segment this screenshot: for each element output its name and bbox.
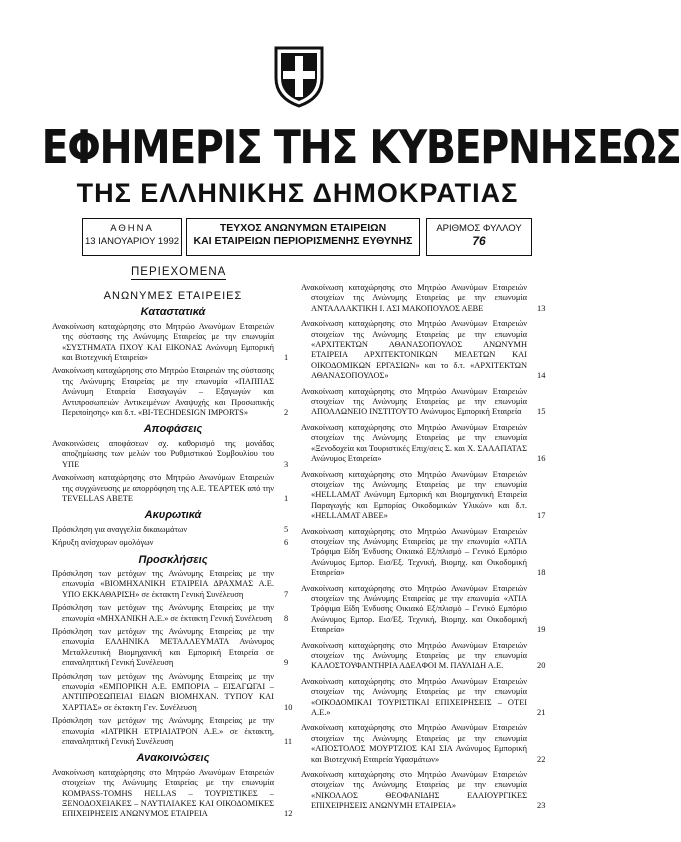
toc-entry[interactable]: Ανακοίνωση καταχώρησης στο Μητρώο Ανωνύμων Εταιρειών στοιχείων της Ανώνυμης Εταιρείας με την επωνυμία ΚΑΛΟΣΤΟΥΦΑΝΤΗΡΙΑ ΑΔΕΛΦΟΙ Μ. ΠΑΥΛΙΔΗ Α.Ε. 20 <box>301 640 546 671</box>
toc-entry[interactable]: Ανακοίνωση καταχώρησης στο Μητρώο Ανωνύμων Εταιρειών της συγχώνευσης με απορρόφηση της Α.Ε. TEAPTEK από την TEVELLAS ABETE 1 <box>52 473 289 503</box>
toc-entry[interactable]: Πρόσκληση των μετόχων της Ανώνυμης Εταιρείας με την επωνυμία ΕΛΛΗΝΙΚΑ ΜΕΤΑΛΛΕΥΜΑΤΑ Ανώνυμος Μεταλλευτική Βιομηχανική και Εμπορική Εταιρεία σε επαναληπτική Γενική Συνέλευση 9 <box>52 626 289 668</box>
toc-right-column <box>301 283 547 817</box>
toc-entry-text: Πρόσκληση των μετόχων της Ανώνυμης Εταιρείας με την επωνυμία ΕΛΛΗΝΙΚΑ ΜΕΤΑΛΛΕΥΜΑΤΑ Ανώνυμος Μεταλλευτική Βιομηχανική και Εμπορική Εταιρεία σε επαναληπτική Γενική Συνέλευση <box>52 626 274 668</box>
toc-entry[interactable]: Ανακοίνωση καταχώρησης στο Μητρώο Εταιρειών της σύστασης της Ανώνυμης Εταιρείας με την επωνυμία «ΠΑΠΠΑΣ Ανώνυμη Εταιρεία Εισαγωγών – Εξαγωγών και Αντιπροσωπειών Αντικειμένων Αναψυχής και Προσωπικής Περιποίησης» και δ.τ. «BI-TECHDESIGN IMPORTS» 2 <box>52 366 289 418</box>
toc-entry-text: Ανακοίνωση καταχώρησης στο Μητρώο Ανωνύμων Εταιρειών της σύστασης της Ανώνυμης Εταιρείας με την επωνυμία «ΣΥΣΤΗΜΑΤΑ ΠΧΟΥ ΚΑΙ ΕΙΚΟΝΑΣ Ανώνυμη Εμπορική και Βιοτεχνική Εταιρεία» <box>52 321 274 363</box>
toc-entry[interactable]: Ανακοίνωση καταχώρησης στο Μητρώο Ανωνύμων Εταιρειών στοιχείων της Ανώνυμης Εταιρείας με την επωνυμία «ΝΙΚΟΛΑΟΣ ΘΕΟΦΑΝΙΔΗΣ ΕΛΑΙΟΥΡΓΙΚΕΣ ΕΠΙΧΕΙΡΗΣΕΙΣ ΑΝΩΝΥΜΗ ΕΤΑΙΡΕΙΑ» 23 <box>301 770 546 811</box>
toc-entry[interactable]: Ανακοίνωση καταχώρησης στο Μητρώο Ανωνύμων Εταιρειών στοιχείων της Ανώνυμης Εταιρείας με την επωνυμία «ΑΤΙΑ Τρόφιμα Είδη Ένδυσης Οικιακό Εξ/πλισμό – Γενικό Εμπόριο Ανώνυμος Εμπορ. Εισ/Εξ. Τεχνική, Βιομηχ. και Οικοδομική Εταιρεία» 19 <box>301 583 546 635</box>
toc-entry[interactable]: Ανακοίνωση καταχώρησης στο Μητρώο Ανωνύμων Εταιρειών στοιχείων της Ανώνυμης Εταιρείας με την επωνυμία «ΑΠΟΣΤΟΛΟΣ ΜΟΥΡΤΖΙΟΣ ΚΑΙ ΣΙΑ Ανώνυμος Εμπορική και Βιοτεχνική Εταιρεία Υφασμάτων» 22 <box>301 723 546 764</box>
issue-type-line2: ΚΑΙ ΕΤΑΙΡΕΙΩΝ ΠΕΡΙΟΡΙΣΜΕΝΗΣ ΕΥΘΥΝΗΣ <box>193 235 413 247</box>
toc-entry-text: Ανακοίνωση καταχώρησης στο Μητρώο Ανωνύμων Εταιρειών στοιχείων της Ανώνυμης Εταιρείας με την επωνυμία «ΟΙΚΟΔΟΜΙΚΑΙ ΤΟΥΡΙΣΤΙΚΑΙ ΕΠΙΧΕΙΡΗΣΕΙΣ – ΟΤΕΙ Α.Ε.» <box>301 676 527 718</box>
toc-left-column <box>52 282 294 823</box>
toc-entry-text: Ανακοίνωση καταχώρησης στο Μητρώο Ανωνύμων Εταιρειών στοιχείων της Ανώνυμης Εταιρείας με την επωνυμία «ΝΙΚΟΛΑΟΣ ΘΕΟΦΑΝΙΔΗΣ ΕΛΑΙΟΥΡΓΙΚΕΣ ΕΠΙΧΕΙΡΗΣΕΙΣ ΑΝΩΝΥΜΗ ΕΤΑΙΡΕΙΑ» <box>301 770 527 811</box>
issue-date-box <box>82 218 182 256</box>
toc-entry-text: Ανακοίνωση καταχώρησης στο Μητρώο Ανωνύμων Εταιρειών στοιχείων της Ανώνυμης Εταιρείας με την επωνυμία ΚΑΛΟΣΤΟΥΦΑΝΤΗΡΙΑ ΑΔΕΛΦΟΙ Μ. ΠΑΥΛΙΔΗ Α.Ε. <box>301 640 527 671</box>
toc-group-heading: Καταστατικά <box>140 306 206 319</box>
toc-entry-text: Ανακοινώσεις αποφάσεων σχ. καθορισμό της μονάδας αποζημίωσης των μελών του Ρυθμιστικού Συμβουλίου του ΥΠΕ <box>52 438 274 469</box>
coat-of-arms-icon <box>270 44 328 108</box>
toc-entry[interactable]: Πρόσκληση για αναγγελία δικαιωμάτων 5 <box>52 524 289 534</box>
sheet-number-label: ΑΡΙΘΜΟΣ ΦΥΛΛΟΥ <box>436 223 522 234</box>
issue-city: ΑΘΗΝΑ <box>110 223 154 234</box>
toc-entry[interactable]: Ανακοίνωση καταχώρησης στο Μητρώο Ανωνύμων Εταιρειών στοιχείων της Ανώνυμης Εταιρείας με την επωνυμία ΑΝΤΑΛΛΑΚΤΙΚΗ Ι. ΑΣΙ ΜΑΚΟΠΟΥΛΟΣ ΑΕΒΕ 13 <box>301 283 546 313</box>
toc-entry[interactable]: Πρόσκληση των μετόχων της Ανώνυμης Εταιρείας με την επωνυμία «ΙΑΤΡΙΚΗ ΕΤΡΙΑΙΑΤΡΟΝ Α.Ε.» σε έκτακτη, επαναληπτική Γενική Συνέλευση 11 <box>52 716 293 747</box>
toc-entry[interactable]: Κήρυξη ανίσχυρων ομολόγων 6 <box>52 538 289 548</box>
masthead-title: ΕΦΗΜΕΡΙΣ ΤΗΣ ΚΥΒΕΡΝΗΣΕΩΣ <box>41 120 681 174</box>
toc-group-heading: Ανακοινώσεις <box>136 752 210 765</box>
toc-group-heading: Προσκλήσεις <box>138 553 208 566</box>
issue-type-line1: ΤΕΥΧΟΣ ΑΝΩΝΥΜΩΝ ΕΤΑΙΡΕΙΩΝ <box>219 222 387 234</box>
toc-entry-text: Πρόσκληση για αναγγελία δικαιωμάτων <box>52 524 188 534</box>
toc-entry[interactable]: Ανακοίνωση καταχώρησης στο Μητρώο Ανωνύμων Εταιρειών στοιχείων της Ανώνυμης Εταιρείας με την επωνυμία «ΑΡΧΙΤΕΚΤΩΝ ΑΘΑΝΑΣΟΠΟΥΛΟΣ ΑΝΩΝΥΜΗ ΕΤΑΙΡΕΙΑ ΑΡΧΙΤΕΚΤΟΝΙΚΩΝ ΜΕΛΕΤΩΝ ΚΑΙ ΟΙΚΟΔΟΜΙΚΩΝ ΕΡΓΑΣΙΩΝ» και το δ.τ. «ΑΡΧΙΤΕΚΤΩΝ ΑΘΑΝΑΣΟΠΟΥΛΟΣ» 14 <box>301 319 546 381</box>
toc-entry[interactable]: Πρόσκληση των μετόχων της Ανώνυμης Εταιρείας με την επωνυμία «ΕΜΠΟΡΙΚΗ Α.Ε. ΕΜΠΟΡΙΑ – ΕΙΣΑΓΩΓΑΙ – ΑΝΤΙΠΡΟΣΩΠΕΙΑΙ ΕΙΔΩΝ ΒΙΟΜΗΧΑΝ. ΤΥΠΟΥ ΚΑΙ ΧΑΡΤΙΑΣ» σε έκτακτη Γεν. Συνέλευση 10 <box>52 671 293 712</box>
toc-entry-text: Κήρυξη ανίσχυρων ομολόγων <box>52 538 154 548</box>
toc-entry-text: Πρόσκληση των μετόχων της Ανώνυμης Εταιρείας με την επωνυμία «ΕΜΠΟΡΙΚΗ Α.Ε. ΕΜΠΟΡΙΑ – ΕΙΣΑΓΩΓΑΙ – ΑΝΤΙΠΡΟΣΩΠΕΙΑΙ ΕΙΔΩΝ ΒΙΟΜΗΧΑΝ. ΤΥΠΟΥ ΚΑΙ ΧΑΡΤΙΑΣ» σε έκτακτη Γεν. Συνέλευση <box>52 671 274 712</box>
toc-entry-text: Ανακοίνωση καταχώρησης στο Μητρώο Ανωνύμων Εταιρειών στοιχείων της Ανώνυμης Εταιρείας με την επωνυμία «Ξενοδοχεία και Τουριστικές Επιχ/σεις Σ. και Χ. ΣΑΛΑΠΑΤΑΣ Ανώνυμος Εταιρεία» <box>301 422 527 464</box>
toc-title: ΠΕΡΙΕΧΟΜΕΝΑ <box>131 266 227 278</box>
toc-entry-text: Ανακοίνωση καταχώρησης στο Μητρώο Ανωνύμων Εταιρειών στοιχείων της Ανώνυμης Εταιρείας με την επωνυμία «ΑΤΙΑ Τρόφιμα Είδη Ένδυσης Οικιακό Εξ/πλισμό – Γενικό Εμπόριο Ανώνυμος Εμπορ. Εισ/Εξ. Τεχνική, Βιομηχ. και Οικοδομική Εταιρεία» <box>301 526 527 578</box>
toc-entry-text: Ανακοίνωση καταχώρησης στο Μητρώο Εταιρειών της σύστασης της Ανώνυμης Εταιρείας με την επωνυμία «ΠΑΠΠΑΣ Ανώνυμη Εταιρεία Εισαγωγών – Εξαγωγών και Αντιπροσωπειών Αντικειμένων Αναψυχής και Προσωπικής Περιποίησης» και δ.τ. «BI-TECHDESIGN IMPORTS» <box>52 366 274 418</box>
toc-entry[interactable]: Ανακοίνωση καταχώρησης στο Μητρώο Ανωνύμων Εταιρειών στοιχείων της Ανώνυμης Εταιρείας με την επωνυμία «Ξενοδοχεία και Τουριστικές Επιχ/σεις Σ. και Χ. ΣΑΛΑΠΑΤΑΣ Ανώνυμος Εταιρεία» 16 <box>301 422 546 464</box>
toc-entry[interactable]: Ανακοίνωση καταχώρησης στο Μητρώο Ανωνύμων Εταιρειών στοιχείων της Ανώνυμης Εταιρείας με την επωνυμία ΑΠΟΛΛΩΝΕΙΟ ΙΝΣΤΙΤΟΥΤΟ Ανώνυμος Εμπορική Εταιρεία 15 <box>301 386 546 417</box>
toc-entry[interactable]: Πρόσκληση των μετόχων της Ανώνυμης Εταιρείας με την επωνυμία «ΒΙΟΜΗΧΑΝΙΚΗ ΕΤΑΙΡΕΙΑ ΔΡΑΧΜΑΣ Α.Ε. ΥΠΟ ΕΚΚΑΘΑΡΙΣΗ» σε έκτακτη Γενική Συνέλευση 7 <box>52 568 289 599</box>
toc-entry-text: Πρόσκληση των μετόχων της Ανώνυμης Εταιρείας με την επωνυμία «ΒΙΟΜΗΧΑΝΙΚΗ ΕΤΑΙΡΕΙΑ ΔΡΑΧΜΑΣ Α.Ε. ΥΠΟ ΕΚΚΑΘΑΡΙΣΗ» σε έκτακτη Γενική Συνέλευση <box>52 568 274 599</box>
toc-entry-text: Ανακοίνωση καταχώρησης στο Μητρώο Ανωνύμων Εταιρειών στοιχείων της Ανώνυμης Εταιρείας με την επωνυμία «ΑΡΧΙΤΕΚΤΩΝ ΑΘΑΝΑΣΟΠΟΥΛΟΣ ΑΝΩΝΥΜΗ ΕΤΑΙΡΕΙΑ ΑΡΧΙΤΕΚΤΟΝΙΚΩΝ ΜΕΛΕΤΩΝ ΚΑΙ ΟΙΚΟΔΟΜΙΚΩΝ ΕΡΓΑΣΙΩΝ» και το δ.τ. «ΑΡΧΙΤΕΚΤΩΝ ΑΘΑΝΑΣΟΠΟΥΛΟΣ» <box>301 319 527 381</box>
toc-entry-text: Ανακοίνωση καταχώρησης στο Μητρώο Ανωνύμων Εταιρειών στοιχείων της Ανώνυμης Εταιρείας με την επωνυμία ΑΝΤΑΛΛΑΚΤΙΚΗ Ι. ΑΣΙ ΜΑΚΟΠΟΥΛΟΣ ΑΕΒΕ <box>301 283 527 313</box>
toc-entry[interactable]: Ανακοίνωση καταχώρησης στο Μητρώο Ανωνύμων Εταιρειών στοιχείων της Ανώνυμης Εταιρείας με την επωνυμία «ΑΤΙΑ Τρόφιμα Είδη Ένδυσης Οικιακό Εξ/πλισμό – Γενικό Εμπόριο Ανώνυμος Εμπορ. Εισ/Εξ. Τεχνική, Βιομηχ. και Οικοδομική Εταιρεία» 18 <box>301 526 546 578</box>
toc-entry-text: Ανακοίνωση καταχώρησης στο Μητρώο Ανωνύμων Εταιρειών στοιχείων της Ανώνυμης Εταιρείας με την επωνυμία «ΑΤΙΑ Τρόφιμα Είδη Ένδυσης Οικιακό Εξ/πλισμό – Γενικό Εμπόριο Ανώνυμος Εμπορ. Εισ/Εξ. Τεχνική, Βιομηχ. και Οικοδομική Εταιρεία» <box>301 583 527 635</box>
toc-section-heading: ΑΝΩΝΥΜΕΣ ΕΤΑΙΡΕΙΕΣ <box>103 290 243 302</box>
issue-type-box <box>186 218 420 256</box>
sheet-number: 76 <box>472 234 486 248</box>
toc-group-heading: Αποφάσεις <box>143 423 203 436</box>
masthead-subtitle: ΤΗΣ ΕΛΛΗΝΙΚΗΣ ΔΗΜΟΚΡΑΤΙΑΣ <box>76 178 519 208</box>
toc-group-heading: Ακυρωτικά <box>144 509 202 522</box>
toc-entry[interactable]: Ανακοίνωση καταχώρησης στο Μητρώο Ανωνύμων Εταιρειών στοιχείων της Ανώνυμης Εταιρείας με την επωνυμία ΚΟΜPASS-TOMHS HELLAS – ΤΟΥΡΙΣΤΙΚΕΣ – ΞΕΝΟΔΟΧΕΙΑΚΕΣ – ΝΑΥΤΙΛΙΑΚΕΣ ΚΑΙ ΟΙΚΟΔΟΜΙΚΕΣ ΕΠΙΧΕΙΡΗΣΕΙΣ ΑΝΩΝΥΜΟΣ ΕΤΑΙΡΕΙΑ 12 <box>52 767 293 819</box>
toc-entry-text: Ανακοίνωση καταχώρησης στο Μητρώο Ανωνύμων Εταιρειών στοιχείων της Ανώνυμης Εταιρείας με την επωνυμία «HELLAMAT Ανώνυμη Εμπορική και Βιομηχανική Εταιρεία Παραγωγής και Εμπορίας Οικοδομικών Υλικών» και δ.τ. «HELLAMAT ABEE» <box>301 469 527 521</box>
toc-entry-text: Ανακοίνωση καταχώρησης στο Μητρώο Ανωνύμων Εταιρειών της συγχώνευσης με απορρόφηση της Α.Ε. TEAPTEK από την TEVELLAS ABETE <box>52 473 274 503</box>
toc-entry[interactable]: Ανακοίνωση καταχώρησης στο Μητρώο Ανωνύμων Εταιρειών στοιχείων της Ανώνυμης Εταιρείας με την επωνυμία «ΟΙΚΟΔΟΜΙΚΑΙ ΤΟΥΡΙΣΤΙΚΑΙ ΕΠΙΧΕΙΡΗΣΕΙΣ – ΟΤΕΙ Α.Ε.» 21 <box>301 676 546 718</box>
toc-entry[interactable]: Ανακοίνωση καταχώρησης στο Μητρώο Ανωνύμων Εταιρειών στοιχείων της Ανώνυμης Εταιρείας με την επωνυμία «HELLAMAT Ανώνυμη Εμπορική και Βιομηχανική Εταιρεία Παραγωγής και Εμπορίας Οικοδομικών Υλικών» και δ.τ. «HELLAMAT ABEE» 17 <box>301 469 546 521</box>
toc-entry[interactable]: Ανακοίνωση καταχώρησης στο Μητρώο Ανωνύμων Εταιρειών της σύστασης της Ανώνυμης Εταιρείας με την επωνυμία «ΣΥΣΤΗΜΑΤΑ ΠΧΟΥ ΚΑΙ ΕΙΚΟΝΑΣ Ανώνυμη Εμπορική και Βιοτεχνική Εταιρεία» 1 <box>52 321 289 363</box>
toc-entry-text: Ανακοίνωση καταχώρησης στο Μητρώο Ανωνύμων Εταιρειών στοιχείων της Ανώνυμης Εταιρείας με την επωνυμία ΚΟΜPASS-TOMHS HELLAS – ΤΟΥΡΙΣΤΙΚΕΣ – ΞΕΝΟΔΟΧΕΙΑΚΕΣ – ΝΑΥΤΙΛΙΑΚΕΣ ΚΑΙ ΟΙΚΟΔΟΜΙΚΕΣ ΕΠΙΧΕΙΡΗΣΕΙΣ ΑΝΩΝΥΜΟΣ ΕΤΑΙΡΕΙΑ <box>52 767 274 819</box>
toc-entry-text: Πρόσκληση των μετόχων της Ανώνυμης Εταιρείας με την επωνυμία «ΙΑΤΡΙΚΗ ΕΤΡΙΑΙΑΤΡΟΝ Α.Ε.» σε έκτακτη, επαναληπτική Γενική Συνέλευση <box>52 716 274 747</box>
toc-entry-text: Ανακοίνωση καταχώρησης στο Μητρώο Ανωνύμων Εταιρειών στοιχείων της Ανώνυμης Εταιρείας με την επωνυμία «ΑΠΟΣΤΟΛΟΣ ΜΟΥΡΤΖΙΟΣ ΚΑΙ ΣΙΑ Ανώνυμος Εμπορική και Βιοτεχνική Εταιρεία Υφασμάτων» <box>301 723 527 764</box>
toc-entry[interactable]: Πρόσκληση των μετόχων της Ανώνυμης Εταιρείας με την επωνυμία «ΜΗΧΑΝΙΚΗ Α.Ε.» σε έκτακτη Γενική Συνέλευση 8 <box>52 603 289 623</box>
toc-entry-text: Ανακοίνωση καταχώρησης στο Μητρώο Ανωνύμων Εταιρειών στοιχείων της Ανώνυμης Εταιρείας με την επωνυμία ΑΠΟΛΛΩΝΕΙΟ ΙΝΣΤΙΤΟΥΤΟ Ανώνυμος Εμπορική Εταιρεία <box>301 386 527 417</box>
toc-entry-text: Πρόσκληση των μετόχων της Ανώνυμης Εταιρείας με την επωνυμία «ΜΗΧΑΝΙΚΗ Α.Ε.» σε έκτακτη Γενική Συνέλευση <box>52 603 274 623</box>
toc-entry[interactable]: Ανακοινώσεις αποφάσεων σχ. καθορισμό της μονάδας αποζημίωσης των μελών του Ρυθμιστικού Συμβουλίου του ΥΠΕ 3 <box>52 438 289 469</box>
sheet-number-box <box>426 218 532 256</box>
issue-date: 13 ΙΑΝΟΥΑΡΙΟΥ 1992 <box>84 236 180 247</box>
